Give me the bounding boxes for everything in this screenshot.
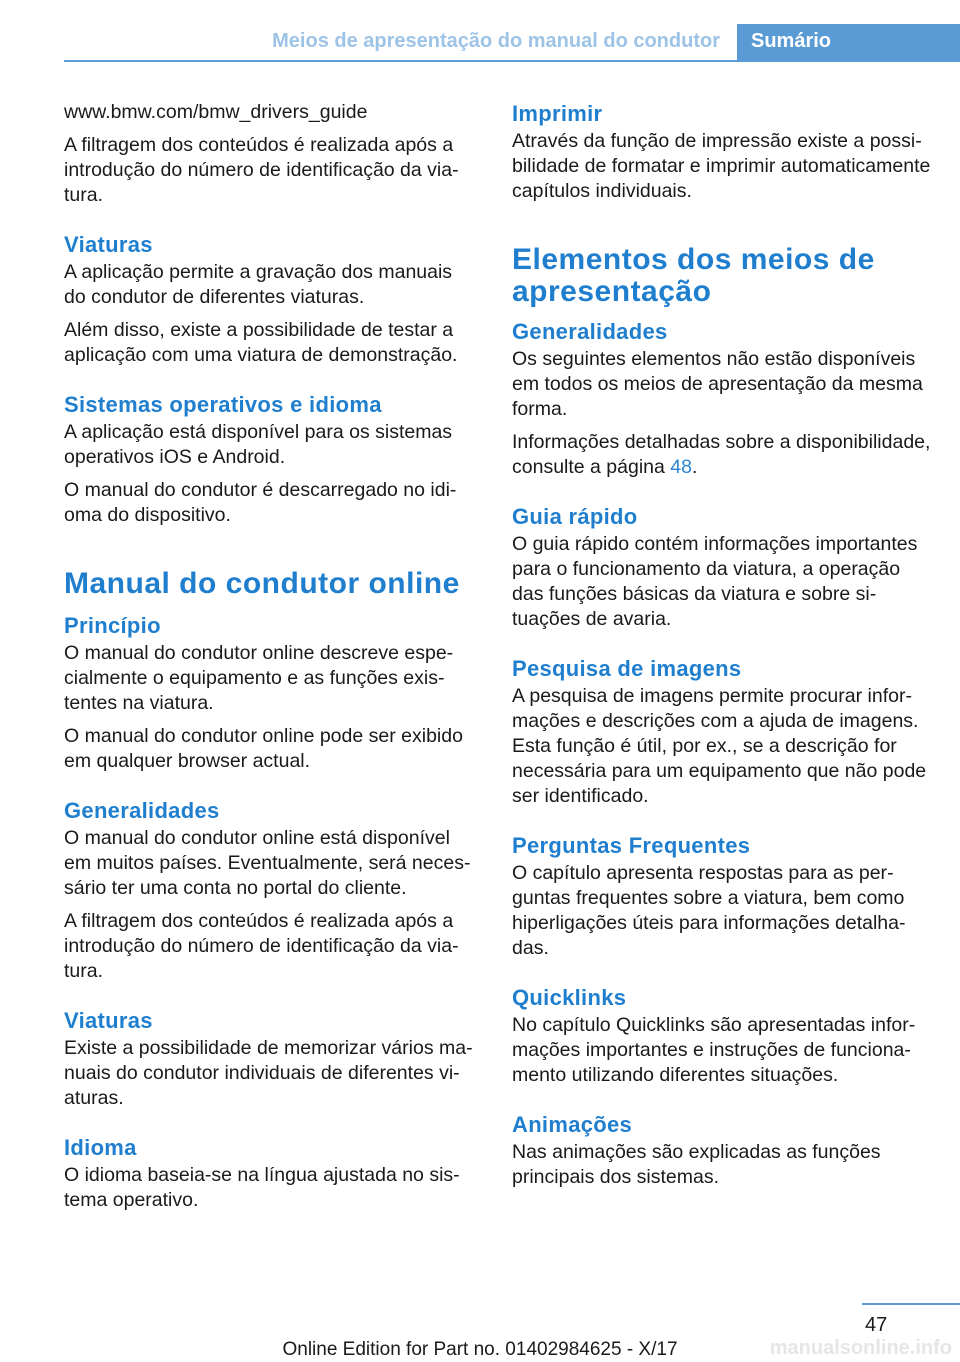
section-title: Meios de apresentação do manual do condutor: [272, 30, 720, 52]
heading-pesquisa-imagens: Pesquisa de imagens: [512, 656, 742, 681]
left-column: [64, 100, 478, 1221]
heading-viaturas: Viaturas: [64, 232, 153, 257]
heading-quicklinks: Quicklinks: [512, 985, 627, 1010]
paragraph: [512, 430, 932, 480]
watermark: manualsonline.info: [769, 1337, 952, 1359]
header-divider: [64, 60, 960, 62]
paragraph: A aplicação está disponível para os sistemas operativos iOS e Android.: [64, 421, 453, 468]
paragraph: Os seguintes elementos não estão disponíveis em todos os meios de apresentação da mesma forma.: [512, 348, 923, 420]
heading-viaturas-online: Viaturas: [64, 1008, 153, 1033]
page-number: 47: [865, 1314, 888, 1336]
paragraph: No capítulo Quicklinks são apresentadas informações importantes e instruções de funcionamento utilizando diferentes situações.: [512, 1014, 916, 1086]
page-reference-link[interactable]: 48: [670, 456, 692, 478]
paragraph-text: .: [692, 456, 698, 478]
heading-guia-rapido: Guia rápido: [512, 504, 638, 529]
paragraph: O manual do condutor online está disponível em muitos países. Eventualmente, será necessário ter uma conta no portal do cliente.: [64, 827, 471, 899]
heading-generalidades: Generalidades: [64, 798, 220, 823]
paragraph: O idioma baseia-se na língua ajustada no sistema operativo.: [64, 1164, 460, 1211]
paragraph: O manual do condutor online descreve especialmente o equipamento e as funções existentes na viatura.: [64, 642, 454, 714]
paragraph: O capítulo apresenta respostas para as perguntas frequentes sobre a viatura, bem como hiperligações úteis para informações detalhadas.: [512, 862, 906, 959]
drivers-guide-url: www.bmw.com/bmw_drivers_guide: [64, 101, 368, 123]
heading-sistemas-operativos: Sistemas operativos e idioma: [64, 392, 382, 417]
footer-divider: [862, 1303, 960, 1305]
heading-generalidades-elementos: Generalidades: [512, 319, 668, 344]
tab-sumario[interactable]: Sumário: [737, 24, 960, 62]
paragraph: Através da função de impressão existe a possibilidade de formatar e imprimir automaticamente capítulos individuais.: [512, 130, 931, 202]
section-heading-elementos: Elementos dos meios de apresentação: [512, 243, 875, 308]
paragraph: A aplicação permite a gravação dos manuais do condutor de diferentes viaturas.: [64, 261, 453, 308]
paragraph: O manual do condutor online pode ser exibido em qualquer browser actual.: [64, 725, 463, 772]
paragraph: Nas animações são explicadas as funções principais dos sistemas.: [512, 1141, 881, 1188]
heading-imprimir: Imprimir: [512, 101, 603, 126]
right-column: [512, 100, 932, 1198]
paragraph: Existe a possibilidade de memorizar vários manuais do condutor individuais de diferentes viaturas.: [64, 1037, 473, 1109]
section-heading-online-manual: Manual do condutor online: [64, 567, 460, 600]
heading-perguntas-frequentes: Perguntas Frequentes: [512, 833, 751, 858]
paragraph: O manual do condutor é descarregado no idioma do dispositivo.: [64, 479, 457, 526]
paragraph: A pesquisa de imagens permite procurar informações e descrições com a ajuda de imagens. Esta função é útil, por ex., se a descrição for necessária para um equipamento que não pode ser identificado.: [512, 685, 927, 807]
paragraph: A filtragem dos conteúdos é realizada após a introdução do número de identificação da viatura.: [64, 910, 459, 982]
paragraph: Além disso, existe a possibilidade de testar a aplicação com uma viatura de demonstração.: [64, 319, 458, 366]
heading-animacoes: Animações: [512, 1112, 633, 1137]
paragraph-text: Informações detalhadas sobre a disponibilidade, consulte a página: [512, 431, 931, 478]
paragraph: A filtragem dos conteúdos é realizada após a introdução do número de identificação da viatura.: [64, 134, 459, 206]
heading-idioma: Idioma: [64, 1135, 137, 1160]
heading-principio: Princípio: [64, 613, 161, 638]
edition-footer: Online Edition for Part no. 01402984625 - X/17: [282, 1339, 678, 1360]
paragraph: O guia rápido contém informações importantes para o funcionamento da viatura, a operação das funções básicas da viatura e sobre situações de avaria.: [512, 533, 918, 630]
